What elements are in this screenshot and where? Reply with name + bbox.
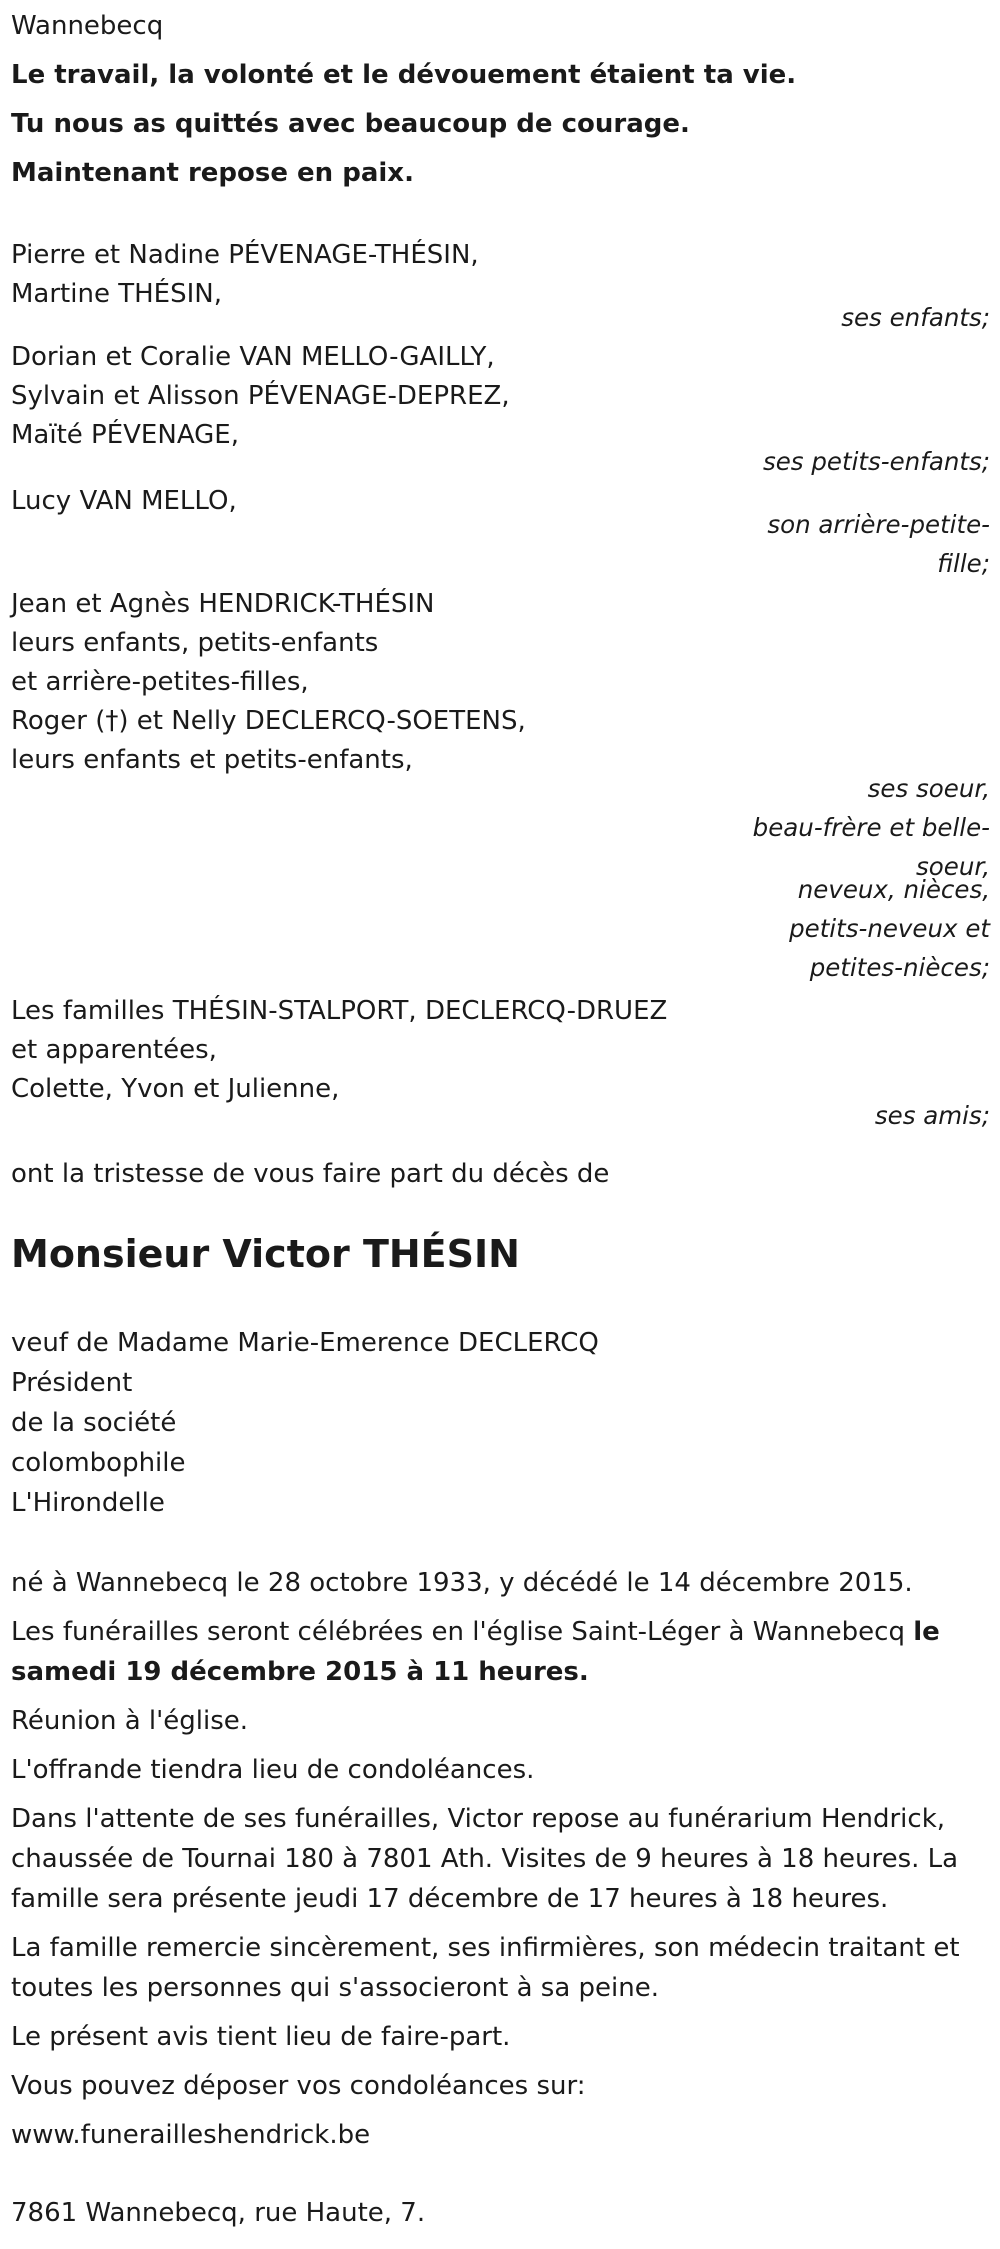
grandchildren-line-2: Sylvain et Alisson PÉVENAGE-DEPREZ, (11, 381, 510, 411)
verse-line-1: Le travail, la volonté et le dévouement étaient ta vie. (11, 60, 797, 90)
thanks-line-1: La famille remercie sincèrement, ses infirmières, son médecin traitant et (11, 1933, 960, 1963)
great-grandchild-role-1: son arrière-petite- (767, 510, 990, 539)
website-line: www.funerailleshendrick.be (11, 2120, 371, 2150)
rest-line-2: chaussée de Tournai 180 à 7801 Ath. Visites de 9 heures à 18 heures. La (11, 1844, 959, 1874)
title-line-4: L'Hirondelle (11, 1488, 165, 1518)
children-role: ses enfants; (841, 303, 990, 332)
friends-line-2: et apparentées, (11, 1035, 217, 1065)
verse-line-2: Tu nous as quittés avec beaucoup de courage. (11, 109, 690, 139)
rest-line-3: famille sera présente jeudi 17 décembre de 17 heures à 18 heures. (11, 1884, 889, 1914)
verse-line-3: Maintenant repose en paix. (11, 158, 414, 188)
sibling-role-2: beau-frère et belle- (752, 813, 990, 842)
sibling-role-6: petites-nièces; (809, 953, 990, 982)
friends-line-3: Colette, Yvon et Julienne, (11, 1074, 340, 1104)
grandchildren-line-3: Maïté PÉVENAGE, (11, 420, 239, 450)
funeral-date-start: le (913, 1617, 940, 1647)
title-line-2: de la société (11, 1408, 177, 1438)
sibling-line-3: et arrière-petites-filles, (11, 667, 309, 697)
friends-role: ses amis; (874, 1101, 990, 1130)
meeting-line: Réunion à l'église. (11, 1706, 249, 1736)
sibling-role-1: ses soeur, (867, 774, 990, 803)
address-line: 7861 Wannebecq, rue Haute, 7. (11, 2198, 426, 2228)
thanks-line-2: toutes les personnes qui s'associeront à sa peine. (11, 1973, 659, 2003)
great-grandchild-line-1: Lucy VAN MELLO, (11, 486, 237, 516)
sibling-role-3: soeur, (916, 852, 990, 881)
condolences-line: Vous pouvez déposer vos condoléances sur: (11, 2071, 586, 2101)
sibling-line-4: Roger (†) et Nelly DECLERCQ-SOETENS, (11, 706, 526, 736)
announcement-intro: ont la tristesse de vous faire part du décès de (11, 1159, 610, 1189)
offering-line: L'offrande tiendra lieu de condoléances. (11, 1755, 535, 1785)
funeral-line-2: samedi 19 décembre 2015 à 11 heures. (11, 1657, 589, 1687)
sibling-line-2: leurs enfants, petits-enfants (11, 628, 379, 658)
great-grandchild-role-2: fille; (937, 549, 990, 578)
friends-line-1: Les familles THÉSIN-STALPORT, DECLERCQ-DRUEZ (11, 996, 668, 1026)
sibling-line-1: Jean et Agnès HENDRICK-THÉSIN (11, 589, 435, 619)
grandchildren-line-1: Dorian et Coralie VAN MELLO-GAILLY, (11, 342, 495, 372)
rest-line-1: Dans l'attente de ses funérailles, Victor repose au funérarium Hendrick, (11, 1804, 946, 1834)
deceased-name: Monsieur Victor THÉSIN (11, 1232, 520, 1276)
birth-death-line: né à Wannebecq le 28 octobre 1933, y décédé le 14 décembre 2015. (11, 1568, 913, 1598)
children-line-2: Martine THÉSIN, (11, 279, 222, 309)
title-line-3: colombophile (11, 1448, 186, 1478)
place-name: Wannebecq (11, 11, 164, 41)
sibling-role-5: petits-neveux et (789, 914, 990, 943)
grandchildren-role: ses petits-enfants; (762, 447, 990, 476)
funeral-text: Les funérailles seront célébrées en l'église Saint-Léger à Wannebecq (11, 1617, 914, 1647)
sibling-role-4: neveux, nièces, (797, 875, 990, 904)
funeral-line-1 (11, 1612, 940, 1652)
title-line-1: Président (11, 1368, 133, 1398)
sibling-line-5: leurs enfants et petits-enfants, (11, 745, 413, 775)
children-line-1: Pierre et Nadine PÉVENAGE-THÉSIN, (11, 240, 479, 270)
notice-line: Le présent avis tient lieu de faire-part. (11, 2022, 511, 2052)
widower-line: veuf de Madame Marie-Emerence DECLERCQ (11, 1328, 599, 1358)
